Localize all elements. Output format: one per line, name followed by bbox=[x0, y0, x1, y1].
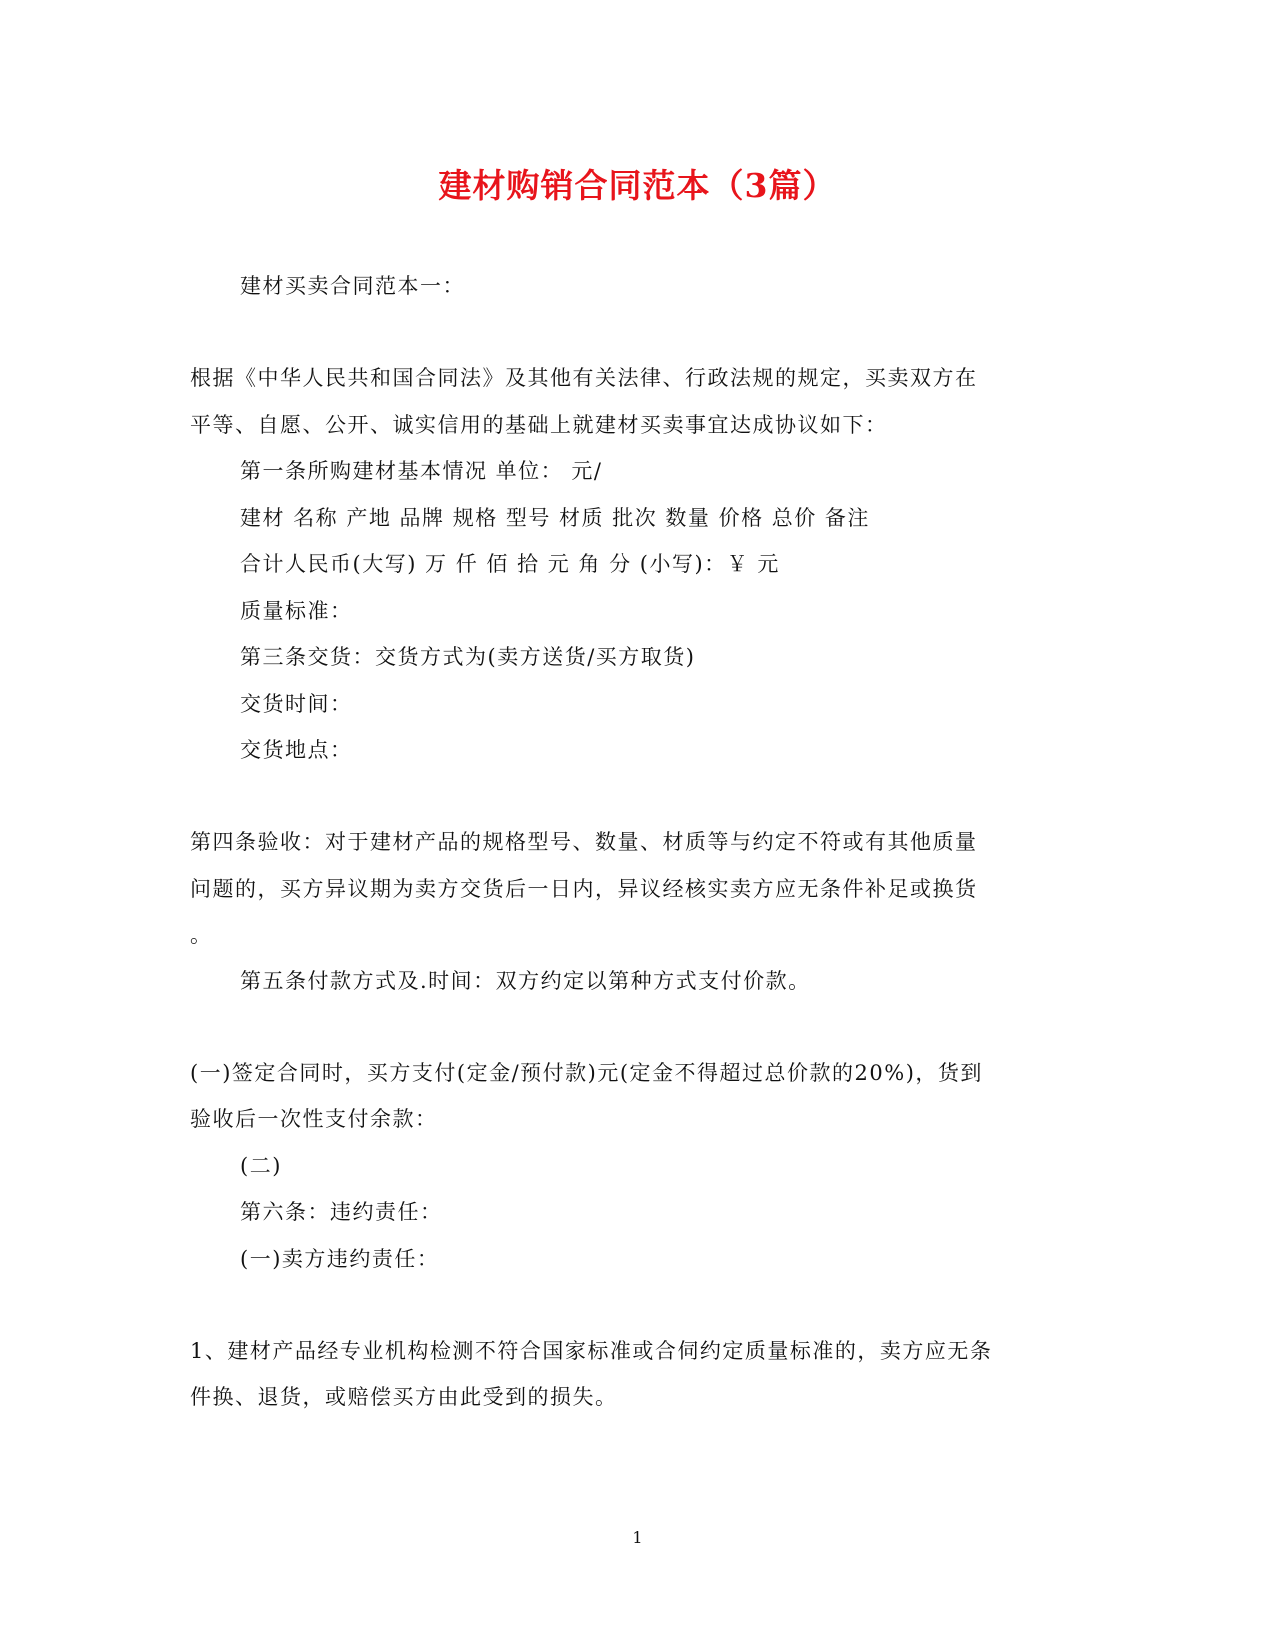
paragraph-line: 质量标准： bbox=[240, 599, 353, 623]
paragraph-line: 1、建材产品经专业机构检测不符合国家标准或合伺约定质量标准的，卖方应无条 bbox=[190, 1339, 993, 1363]
paragraph-line: 问题的，买方异议期为卖方交货后一日内，异议经核实卖方应无条件补足或换货 bbox=[190, 877, 978, 901]
paragraph-line: 件换、退货，或赔偿买方由此受到的损失。 bbox=[190, 1385, 618, 1409]
paragraph-line: 第四条验收：对于建材产品的规格型号、数量、材质等与约定不符或有其他质量 bbox=[190, 830, 978, 854]
document-title: 建材购销合同范本（3篇） bbox=[438, 166, 837, 205]
paragraph-line: 第一条所购建材基本情况 单位： 元/ bbox=[240, 459, 603, 483]
section-heading: 建材买卖合同范本一： bbox=[240, 274, 465, 298]
paragraph-line: (一)卖方违约责任： bbox=[240, 1247, 440, 1271]
paragraph-line: 合计人民币(大写) 万 仟 佰 拾 元 角 分 (小写)：￥ 元 bbox=[240, 552, 780, 576]
paragraph-line: 第三条交货：交货方式为(卖方送货/买方取货) bbox=[240, 645, 696, 669]
paragraph-line: 根据《中华人民共和国合同法》及其他有关法律、行政法规的规定，买卖双方在 bbox=[190, 366, 978, 390]
paragraph-line: 平等、自愿、公开、诚实信用的基础上就建材买卖事宜达成协议如下： bbox=[190, 413, 888, 437]
page-number: 1 bbox=[632, 1528, 643, 1547]
paragraph-line: 。 bbox=[190, 923, 213, 947]
paragraph-line: 交货时间： bbox=[240, 692, 353, 716]
paragraph-line: 第五条付款方式及.时间：双方约定以第种方式支付价款。 bbox=[240, 969, 811, 993]
paragraph-line: (一)签定合同时，买方支付(定金/预付款)元(定金不得超过总价款的20%)，货到 bbox=[190, 1061, 983, 1085]
paragraph-line: 建材 名称 产地 品牌 规格 型号 材质 批次 数量 价格 总价 备注 bbox=[240, 506, 870, 530]
paragraph-line: 交货地点： bbox=[240, 738, 353, 762]
paragraph-line: (二) bbox=[240, 1154, 282, 1178]
paragraph-line: 验收后一次性支付余款： bbox=[190, 1107, 438, 1131]
paragraph-line: 第六条：违约责任： bbox=[240, 1200, 443, 1224]
